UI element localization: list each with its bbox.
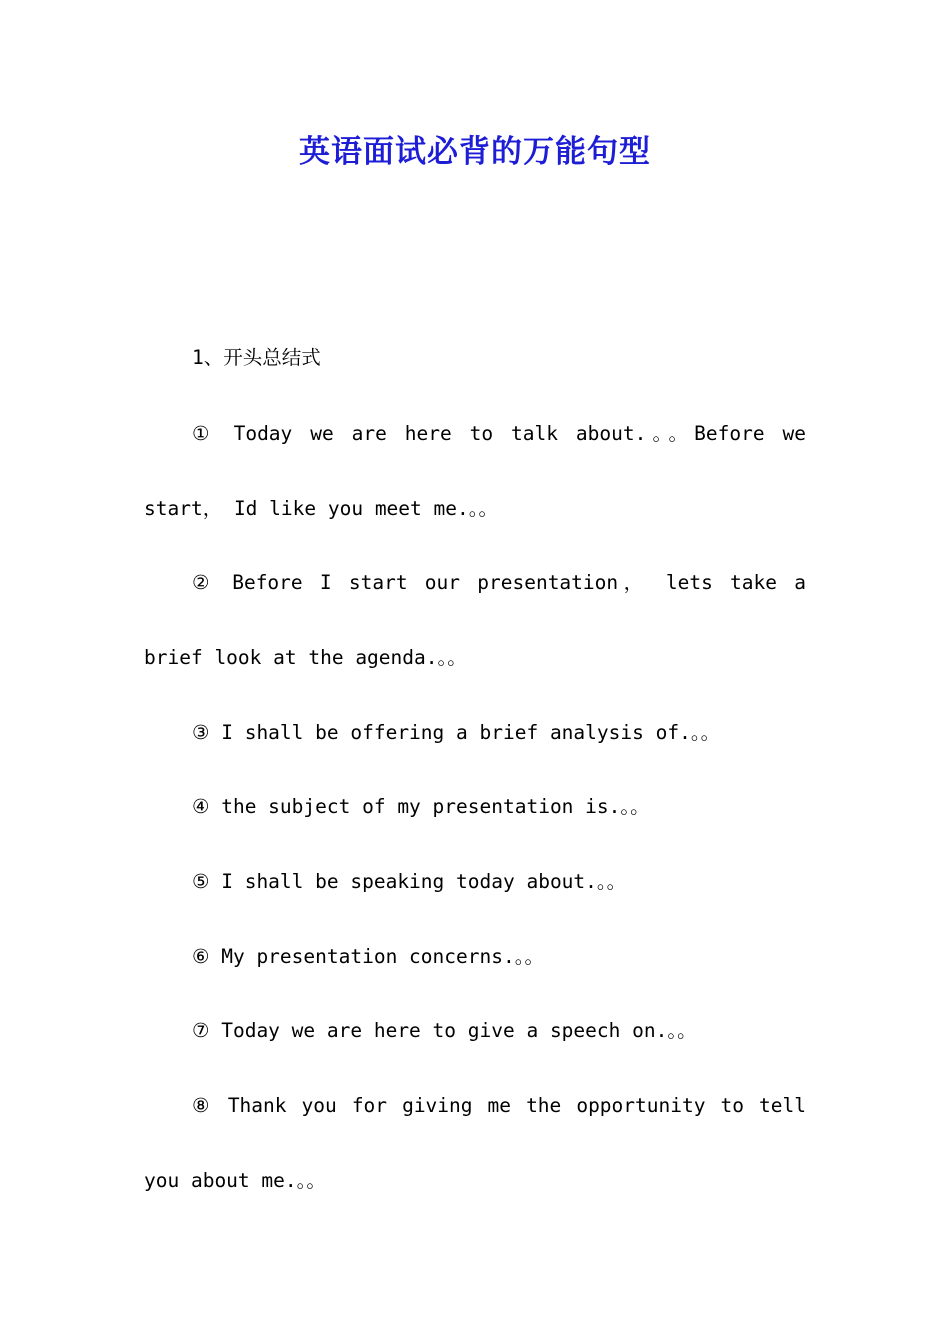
section-heading: 1、开头总结式: [192, 346, 321, 369]
item-3: ③ I shall be offering a brief analysis of.。。: [192, 721, 721, 744]
item-2-line-2: brief look at the agenda.。。: [144, 646, 467, 669]
item-1-line-2: start， Id like you meet me.。。: [144, 497, 498, 520]
document-title: 英语面试必背的万能句型: [299, 134, 651, 170]
item-2-line-1: ② Before I start our presentation， lets take a: [192, 571, 806, 594]
item-4: ④ the subject of my presentation is.。。: [192, 795, 650, 818]
item-6: ⑥ My presentation concerns.。。: [192, 945, 544, 968]
item-8-line-2: you about me.。。: [144, 1169, 326, 1192]
item-7: ⑦ Today we are here to give a speech on.。。: [192, 1019, 697, 1042]
item-8-line-1: ⑧ Thank you for giving me the opportunity to tell: [192, 1094, 806, 1117]
item-5: ⑤ I shall be speaking today about.。。: [192, 870, 627, 893]
item-1-line-1: ① Today we are here to talk about.。。Before we: [192, 422, 806, 445]
